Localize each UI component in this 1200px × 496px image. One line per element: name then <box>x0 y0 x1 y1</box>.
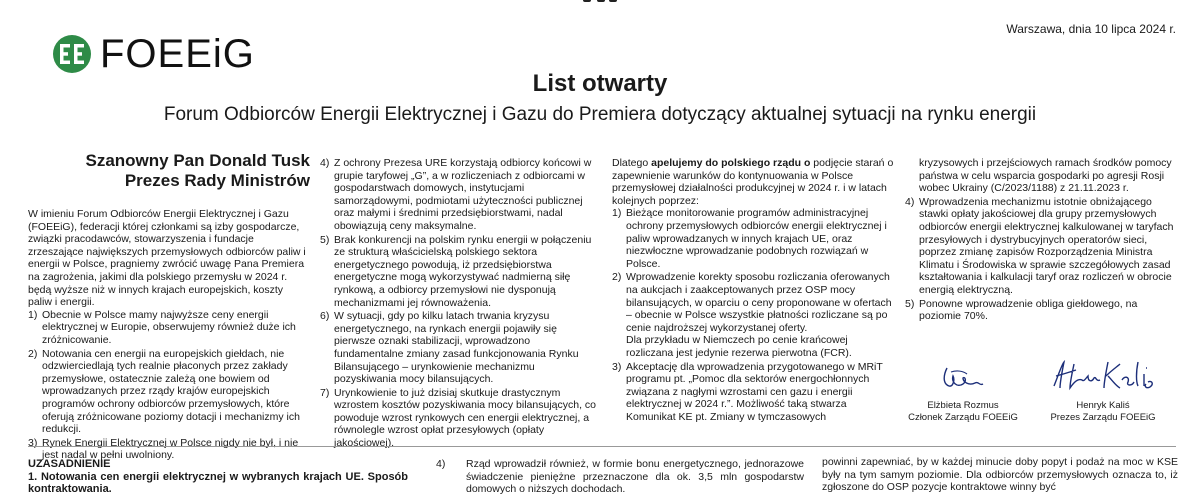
appeal-paragraph <box>612 157 894 207</box>
addressee-title: Prezes Rady Ministrów <box>124 171 310 190</box>
list-item <box>905 298 1177 323</box>
item-text: Rząd wprowadził również, w formie bonu energetycznego, jednorazowe świadczenie pieniężne przeznaczone dla ok. 3,5 mln gospodarstw domowych o niższych dochodach. <box>466 458 804 496</box>
item-text: Bieżące monitorowanie programów administracyjnej ochrony przemysłowych odbiorców energii elektrycznej i paliw wprowadzanych w innych krajach UE, oraz niezwłoczne wprowadzanie podobnych rozwiązań w Polsce. <box>626 207 887 270</box>
item-number: 3) <box>612 360 622 373</box>
signatory-role: Prezes Zarządu FOEEiG <box>1050 412 1156 423</box>
item-number: 3) <box>28 436 38 449</box>
handwritten-signature-icon <box>1048 356 1158 394</box>
appeal-text: podjęcie starań o zapewnienie warunków do kontynuowania w Polsce przemysłowej działalności produkcyjnej w 2024 r. i w latach kolejnych poprzez: <box>612 157 894 207</box>
item-number: 4) <box>905 195 915 208</box>
list-item <box>905 196 1177 297</box>
list-item <box>320 157 596 233</box>
item-number: 2) <box>28 347 38 360</box>
column-1 <box>28 208 306 463</box>
foeeig-logo <box>52 34 255 74</box>
item-text: Z ochrony Prezesa URE korzystają odbiorcy końcowi w grupie taryfowej „G”, a w rozliczeniach z odbiorcami w gospodarstwach domowych, instytucjami samorządowymi, podmiotami użyteczności publicznej oraz małymi i średnimi przedsiębiorstwami, nadal obowiązują ceny maksymalne. <box>334 157 592 232</box>
signatory-name: Elżbieta Rozmus <box>927 400 999 411</box>
list-item-continued <box>905 157 1177 195</box>
column-2 <box>320 157 596 451</box>
justification-section <box>28 458 408 496</box>
signature-kalis <box>1038 356 1168 424</box>
item-text: Akceptację dla wprowadzenia przygotowanego w MRiT programu pt. „Pomoc dla sektorów energochłonnych związana z nagłymi wzrostami cen gazu i energii elektrycznej w 2024 r.”. Możliwość taką stwarza Komunikat KE pt. Zmiany w tymczasowych <box>626 360 883 423</box>
signature-rozmus <box>898 362 1028 424</box>
item-text-main: Wprowadzenie korekty sposobu rozliczania oferowanych na aukcjach i zaakceptowanych przez OSP mocy bilansujących, w oparciu o ceny proponowane w ofertach – obecnie w Polsce wszystkie płatności rozliczane są po cenie najdroższej wykorzystanej oferty. <box>626 271 892 334</box>
list-item <box>612 207 894 270</box>
section-divider <box>28 446 1176 447</box>
item-number: 6) <box>320 310 330 323</box>
item-text: Ponowne wprowadzenie obliga giełdowego, na poziomie 70%. <box>919 297 1138 323</box>
addressee <box>50 151 310 191</box>
handwritten-signature-icon <box>933 362 993 394</box>
item-text <box>626 271 894 359</box>
justification-continuation: powinni zapewniać, by w każdej minucie doby popyt i podaż na moc w KSE były na tym samym poziomie. Dla odbiorców przemysłowych oznacza to, iż zgłoszone do OSP pozycje kontraktowe winny być <box>822 456 1178 494</box>
signature-block <box>908 362 1180 432</box>
logo-mark-icon <box>52 34 98 74</box>
item-number: 7) <box>320 386 330 399</box>
item-text: kryzysowych i przejściowych ramach środków pomocy państwa w celu wsparcia gospodarki po agresji Rosji wobec Ukrainy (C/2023/1188) z 21.11.2023 r. <box>919 157 1172 195</box>
letter-subtitle: Forum Odbiorców Energii Elektrycznej i Gazu do Premiera dotyczący aktualnej sytuacji na rynku energii <box>163 104 1037 125</box>
list-item <box>28 348 306 436</box>
item-text: Urynkowienie to już dzisiaj skutkuje drastycznym wzrostem kosztów pozyskiwania mocy bilansujących, co powoduje wzrost rynkowych cen energii elektrycznej, a równolegle wzrost opłat przesyłowych (opłaty jakościowej). <box>334 386 597 450</box>
item-text: Obecnie w Polsce mamy najwyższe ceny energii elektrycznej w Europie, obserwujemy również duże ich zróżnicowanie. <box>42 308 296 346</box>
item-text: W sytuacji, gdy po kilku latach trwania kryzysu energetycznego, na rynkach energii pojawiły się pierwsze oznaki stabilizacji, wprowadzono fundamentalne zmiany zasad funkcjonowania Rynku Bilansującego – urynkowienie mechanizmu pozyskiwania mocy bilansujących. <box>334 310 579 386</box>
signatory-name: Henryk Kaliś <box>1076 400 1130 411</box>
addressee-name: Szanowny Pan Donald Tusk <box>85 151 310 170</box>
column-3 <box>612 157 894 424</box>
item-text: Notowania cen energii na europejskich giełdach, nie odzwierciedlają tych realnie płaconych przez zakłady przemysłowe, ostatecznie zależą one bowiem od wprowadzanych przez rządy krajów europejskich programów ochrony odbiorców przemysłowych, które oferują zróżnicowane poziomy dotacji i mechanizmy ich redukcji. <box>42 347 300 436</box>
appeal-text: Dlatego <box>612 157 652 169</box>
item-text: Brak konkurencji na polskim rynku energii w połączeniu ze strukturą właścicielską polskiego sektora energetycznego powodują, iż przedsiębiorstwa energetyczne mogą wykorzystywać nadmierną siłę rynkową, a odbiorcy przemysłowi nie dysponują mechanizmami jej równoważenia. <box>334 233 592 309</box>
intro-paragraph: W imieniu Forum Odbiorców Energii Elektrycznej i Gazu (FOEEiG), federacji której członkami są izby gospodarcze, związki pracodawców, stowarzyszenia i fundacje zrzeszające największych przemysłowych odbiorców paliw i energii w Polsce, pragniemy zwrócić uwagę Pana Premiera na zagrożenia, jakimi dla polskiego przemysłu w 2024 r. będą wyższe niż w innych krajach europejskich, koszty paliw i energii. <box>28 208 306 309</box>
signatory-role: Członek Zarządu FOEEiG <box>908 412 1018 423</box>
top-cut-edge <box>0 0 1200 6</box>
justification-note: 1. Notowania cen energii elektrycznej w wybranych krajach UE. Sposób kontraktowania. <box>28 470 408 495</box>
column-4 <box>905 157 1177 324</box>
letter-date: Warszawa, dnia 10 lipca 2024 r. <box>1006 22 1176 36</box>
list-item <box>28 309 306 347</box>
justification-item-4 <box>436 458 804 496</box>
list-item <box>320 387 596 450</box>
item-text: Wprowadzenia mechanizmu istotnie obniżającego stawki opłaty jakościowej dla grupy przemysłowych odbiorców energii elektrycznej kalkulowanej w taryfach przesyłowych i dystrybucyjnych operatorów sieci, poprzez zmianę zapisów Rozporządzenia Ministra Klimatu i Środowiska w sprawie szczegółowych zasad kształtowania i kalkulacji taryf oraz rozliczeń w obrocie energią elektryczną. <box>919 195 1174 296</box>
item-number: 2) <box>612 271 622 284</box>
item-number: 5) <box>320 233 330 246</box>
list-item <box>612 361 894 424</box>
item-number: 4) <box>320 157 330 169</box>
justification-heading: UZASADNIENIE <box>28 458 111 470</box>
logo-wordmark: FOEEiG <box>100 32 255 76</box>
item-text: Rynek Energii Elektrycznej w Polsce nigdy nie był, i nie jest nadal w pełni uwolniony. <box>42 436 299 462</box>
appeal-emphasis: apelujemy do polskiego rządu o <box>651 157 811 169</box>
letter-title: List otwarty <box>532 70 668 97</box>
item-text-example: Dla przykładu w Niemczech po cenie krańcowej rozliczana jest jedynie rezerwa pierwotna (FCR). <box>626 334 852 359</box>
list-item <box>612 271 894 359</box>
item-number: 4) <box>436 458 446 470</box>
item-number: 1) <box>612 207 622 220</box>
item-number: 1) <box>28 308 38 321</box>
list-item <box>320 234 596 310</box>
list-item <box>320 310 596 386</box>
item-number: 5) <box>905 297 915 310</box>
